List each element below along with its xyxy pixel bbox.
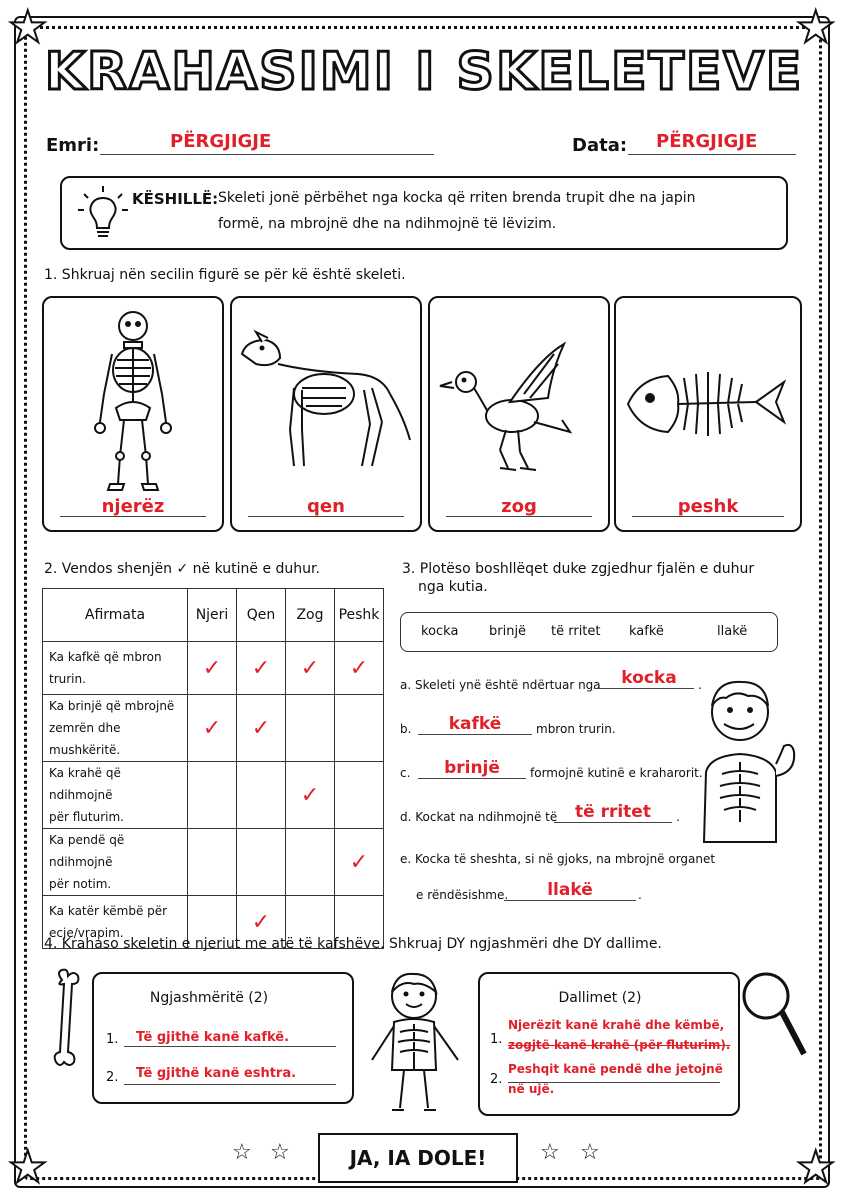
check-cell[interactable]: ✓ (237, 695, 286, 762)
word-bank-item: brinjë (489, 624, 527, 639)
date-line (628, 154, 796, 155)
differences-title: Dallimet (2) (558, 990, 642, 1006)
header-qen: Qen (237, 589, 286, 642)
statement-cell: Ka pendë që ndihmojnë për notim. (43, 829, 188, 896)
q4-prompt: 4. Krahaso skeletin e njeriut me atë të kafshëve. Shkruaj DY ngjashmëri dhe DY dallime. (44, 936, 662, 952)
panel-fish (614, 296, 802, 532)
check-cell[interactable] (335, 695, 384, 762)
q3-item-e-text: e. Kocka të sheshta, si në gjoks, na mbrojnë organet (400, 852, 716, 866)
q3-item-e-end: . (638, 888, 642, 902)
tip-label: KËSHILLË: (132, 190, 219, 208)
panel-dog (230, 296, 422, 532)
q3-item-b-label: b. (400, 722, 412, 736)
check-cell[interactable] (237, 829, 286, 896)
corner-star-icon: ★ (796, 1142, 836, 1193)
check-cell[interactable] (286, 695, 335, 762)
q3-item-d-answer[interactable]: të rritet (575, 802, 651, 822)
q3-item-d-end: . (676, 810, 680, 824)
check-cell[interactable]: ✓ (237, 896, 286, 949)
word-bank-item: kafkë (629, 624, 664, 639)
q1-answer-dog[interactable]: qen (307, 496, 345, 517)
check-cell[interactable]: ✓ (286, 642, 335, 695)
statement-cell: Ka krahë që ndihmojnë për fluturim. (43, 762, 188, 829)
star-icon: ☆ (580, 1140, 600, 1165)
tip-line1: Skeleti jonë përbëhet nga kocka që rriten brenda trupit dhe na japin (218, 190, 696, 206)
q3-item-c-answer[interactable]: brinjë (444, 758, 500, 778)
check-cell[interactable] (286, 829, 335, 896)
similarity-2-num: 2. (106, 1070, 119, 1085)
corner-star-icon: ★ (796, 2, 836, 53)
check-cell[interactable]: ✓ (286, 762, 335, 829)
date-value[interactable]: PËRGJIGJE (656, 131, 758, 152)
q3-item-a-end: . (698, 678, 702, 692)
magnifying-glass-icon (740, 968, 810, 1060)
difference-2-line2[interactable]: në ujë. (508, 1082, 555, 1096)
q1-answer-human[interactable]: njerëz (101, 496, 165, 517)
q3-item-e-answer[interactable]: llakë (547, 880, 593, 900)
header-zog: Zog (286, 589, 335, 642)
difference-2-line1[interactable]: Peshqit kanë pendë dhe jetojnë (508, 1062, 723, 1076)
header-affirmata: Afirmata (43, 589, 188, 642)
difference-1-num: 1. (490, 1032, 503, 1047)
q3-item-e-text2: e rëndësishme. (416, 888, 509, 902)
table-row (43, 829, 384, 896)
check-cell[interactable]: ✓ (237, 642, 286, 695)
check-cell[interactable] (335, 762, 384, 829)
q3-item-b-text: mbron trurin. (536, 722, 616, 736)
header-njeri: Njeri (188, 589, 237, 642)
word-bank-item: të rritet (551, 624, 601, 639)
difference-1-line2[interactable]: zogjtë kanë krahë (për fluturim). (508, 1038, 731, 1052)
statement-cell: Ka brinjë që mbrojnë zemrën dhe mushkëritë. (43, 695, 188, 762)
table-row (43, 695, 384, 762)
q3-item-c-text: formojnë kutinë e kraharorit. (530, 766, 703, 780)
name-label: Emri: (46, 135, 100, 156)
q3-item-a-text: a. Skeleti ynë është ndërtuar nga (400, 678, 601, 692)
q3-item-d-text: d. Kockat na ndihmojnë të (400, 810, 558, 824)
check-cell[interactable] (188, 762, 237, 829)
difference-2-num: 2. (490, 1072, 503, 1087)
check-cell[interactable] (237, 762, 286, 829)
similarity-1-num: 1. (106, 1032, 119, 1047)
success-ribbon: JA, IA DOLE! (318, 1133, 518, 1183)
similarity-2-text[interactable]: Të gjithë kanë eshtra. (136, 1066, 297, 1081)
affirmation-table (42, 588, 384, 949)
q3-item-b-answer[interactable]: kafkë (448, 714, 502, 734)
corner-star-icon: ★ (8, 1142, 48, 1193)
similarities-box (92, 972, 354, 1104)
star-icon: ☆ (270, 1140, 290, 1165)
check-cell[interactable]: ✓ (335, 829, 384, 896)
difference-1-line1[interactable]: Njerëzit kanë krahë dhe këmbë, (508, 1018, 725, 1032)
check-cell[interactable]: ✓ (188, 642, 237, 695)
q3-prompt-line1: 3. Plotëso boshllëqet duke zgjedhur fjalën e duhur (402, 561, 755, 577)
panel-bird (428, 296, 610, 532)
q3-item-c-label: c. (400, 766, 411, 780)
differences-box (478, 972, 740, 1116)
similarities-title: Ngjashmëritë (2) (149, 990, 269, 1006)
star-icon: ☆ (232, 1140, 252, 1165)
name-line (100, 154, 434, 155)
boy-skeleton-illustration (696, 672, 806, 848)
date-label: Data: (572, 135, 628, 156)
table-header-row (43, 589, 384, 642)
bone-icon (50, 968, 90, 1068)
similarity-1-text[interactable]: Të gjithë kanë kafkë. (136, 1030, 290, 1045)
check-cell[interactable]: ✓ (188, 695, 237, 762)
header-peshk: Peshk (335, 589, 384, 642)
name-value[interactable]: PËRGJIGJE (170, 131, 272, 152)
corner-star-icon: ★ (8, 2, 48, 53)
q1-prompt: 1. Shkruaj nën secilin figurë se për kë është skeleti. (44, 267, 406, 283)
star-icon: ☆ (540, 1140, 560, 1165)
lightbulb-icon (76, 184, 130, 242)
word-bank-item: llakë (717, 624, 748, 639)
child-skeleton-illustration (362, 966, 468, 1116)
q1-answer-fish[interactable]: peshk (677, 496, 739, 517)
check-cell[interactable]: ✓ (335, 642, 384, 695)
table-row (43, 642, 384, 695)
statement-cell: Ka kafkë që mbron trurin. (43, 642, 188, 695)
tip-line2: formë, na mbrojnë dhe na ndihmojnë të lëvizim. (218, 216, 557, 232)
q3-item-a-answer[interactable]: kocka (621, 668, 677, 688)
word-bank (400, 612, 778, 652)
statement-cell: Ka katër këmbë për ecje/vrapim. (43, 896, 188, 949)
table-row (43, 762, 384, 829)
check-cell[interactable] (188, 829, 237, 896)
page-title: KRAHASIMI I SKELETEVE (44, 42, 804, 102)
q3-prompt-line2: nga kutia. (418, 579, 488, 595)
word-bank-item: kocka (421, 624, 459, 639)
q1-answer-bird[interactable]: zog (501, 496, 537, 517)
panel-human (42, 296, 224, 532)
q2-prompt: 2. Vendos shenjën ✓ në kutinë e duhur. (44, 561, 320, 577)
tip-box (60, 176, 788, 250)
